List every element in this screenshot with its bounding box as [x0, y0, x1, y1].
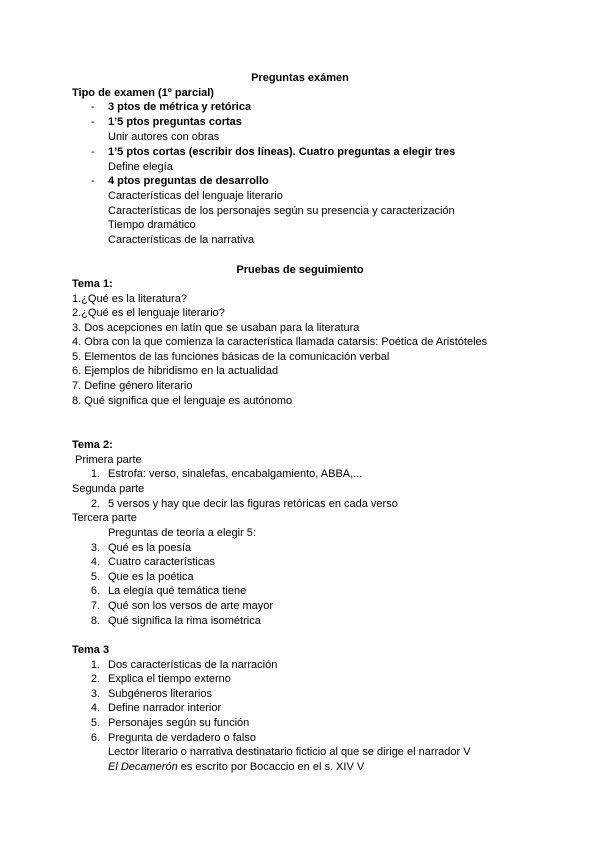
list-number: 6. [90, 732, 100, 744]
tema1-question: 7. Define género literario [72, 380, 193, 392]
list-number: 3. [90, 542, 100, 554]
exam-item-label: 3 ptos de métrica y retórica [108, 101, 252, 113]
tema1-question: 2.¿Qué es el lenguaje literario? [72, 307, 225, 319]
tema1-question: 6. Ejemplos de hibridismo en la actualidad [72, 365, 279, 377]
exam-item-label: 1’5 ptos preguntas cortas [108, 116, 242, 128]
tema2-question: Cuatro características [108, 556, 215, 568]
tema2-part-label: Segunda parte [72, 483, 145, 495]
tema3-question: Explica el tiempo externo [108, 673, 231, 685]
tema1-question: 4. Obra con la que comienza la característica llamada catarsis: Poética de Aristóteles [72, 336, 488, 348]
list-number: 1. [90, 659, 100, 671]
tema2-heading: Tema 2: [72, 439, 113, 451]
exam-item-detail: Tiempo dramático [108, 219, 196, 231]
list-number: 2. [90, 673, 100, 685]
tema3-question: Define narrador interior [108, 702, 222, 714]
tema3-question: Pregunta de verdadero o falso [108, 732, 256, 744]
exam-type-heading: Tipo de examen (1º parcial) [72, 87, 214, 99]
tema1-question: 3. Dos acepciones en latín que se usaban para la literatura [72, 322, 360, 334]
book-title: El Decamerón [108, 761, 178, 773]
tema2-part-label: Primera parte [75, 454, 142, 466]
tema2-question: Que es la poética [108, 571, 194, 583]
tema2-question: Qué es la poesía [108, 542, 192, 554]
exam-item-label: 1’5 ptos cortas (escribir dos líneas). Cuatro preguntas a elegir tres [108, 146, 456, 158]
list-number: 5. [90, 571, 100, 583]
tema2-question: Estrofa: verso, sinalefas, encabalgamiento, ABBA,... [108, 468, 363, 480]
tema1-heading: Tema 1: [72, 278, 113, 290]
bullet-dash: - [91, 175, 95, 187]
tema3-question: Personajes según su función [108, 717, 250, 729]
list-number: 8. [90, 615, 100, 627]
bullet-dash: - [91, 146, 95, 158]
tema2-question: Qué significa la rima isométrica [108, 615, 261, 627]
tema3-question: Dos características de la narración [108, 659, 278, 671]
statement-text: es escrito por Bocaccio en el s. XIV V [177, 761, 365, 773]
tema1-question: 8. Qué significa que el lenguaje es autónomo [72, 395, 293, 407]
list-number: 1. [90, 468, 100, 480]
tracking-title: Pruebas de seguimiento [236, 264, 364, 276]
bullet-dash: - [91, 116, 95, 128]
list-number: 6. [90, 585, 100, 597]
tema2-question: Qué son los versos de arte mayor [108, 600, 274, 612]
list-number: 2. [90, 498, 100, 510]
list-number: 7. [90, 600, 100, 612]
tema2-part-label: Tercera parte [72, 512, 137, 524]
list-number: 5. [90, 717, 100, 729]
exam-item-detail: Características de la narrativa [108, 234, 255, 246]
tema3-heading: Tema 3 [72, 644, 110, 656]
tema2-intro: Preguntas de teoría a elegir 5: [108, 527, 256, 539]
tema2-question: 5 versos y hay que decir las figuras retóricas en cada verso [108, 498, 398, 510]
exam-item-detail: Características del lenguaje literario [108, 190, 283, 202]
tema3-question: Subgéneros literarios [108, 688, 212, 700]
true-false-statement [108, 760, 364, 774]
list-number: 4. [90, 556, 100, 568]
exam-item-detail: Define elegía [108, 161, 173, 173]
bullet-dash: - [91, 101, 95, 113]
list-number: 4. [90, 702, 100, 714]
tema2-question: La elegía qué temática tiene [108, 585, 247, 597]
true-false-statement: Lector literario o narrativa destinatario ficticio al que se dirige el narrador V [108, 746, 471, 758]
tema1-question: 1.¿Qué es la literatura? [72, 293, 187, 305]
exam-item-detail: Características de los personajes según su presencia y caracterización [108, 205, 455, 217]
tema1-question: 5. Elementos de las funciones básicas de la comunicación verbal [72, 351, 390, 363]
document-title: Preguntas exámen [251, 72, 349, 84]
list-number: 3. [90, 688, 100, 700]
exam-item-label: 4 ptos preguntas de desarrollo [108, 175, 269, 187]
exam-item-detail: Unir autores con obras [108, 131, 220, 143]
